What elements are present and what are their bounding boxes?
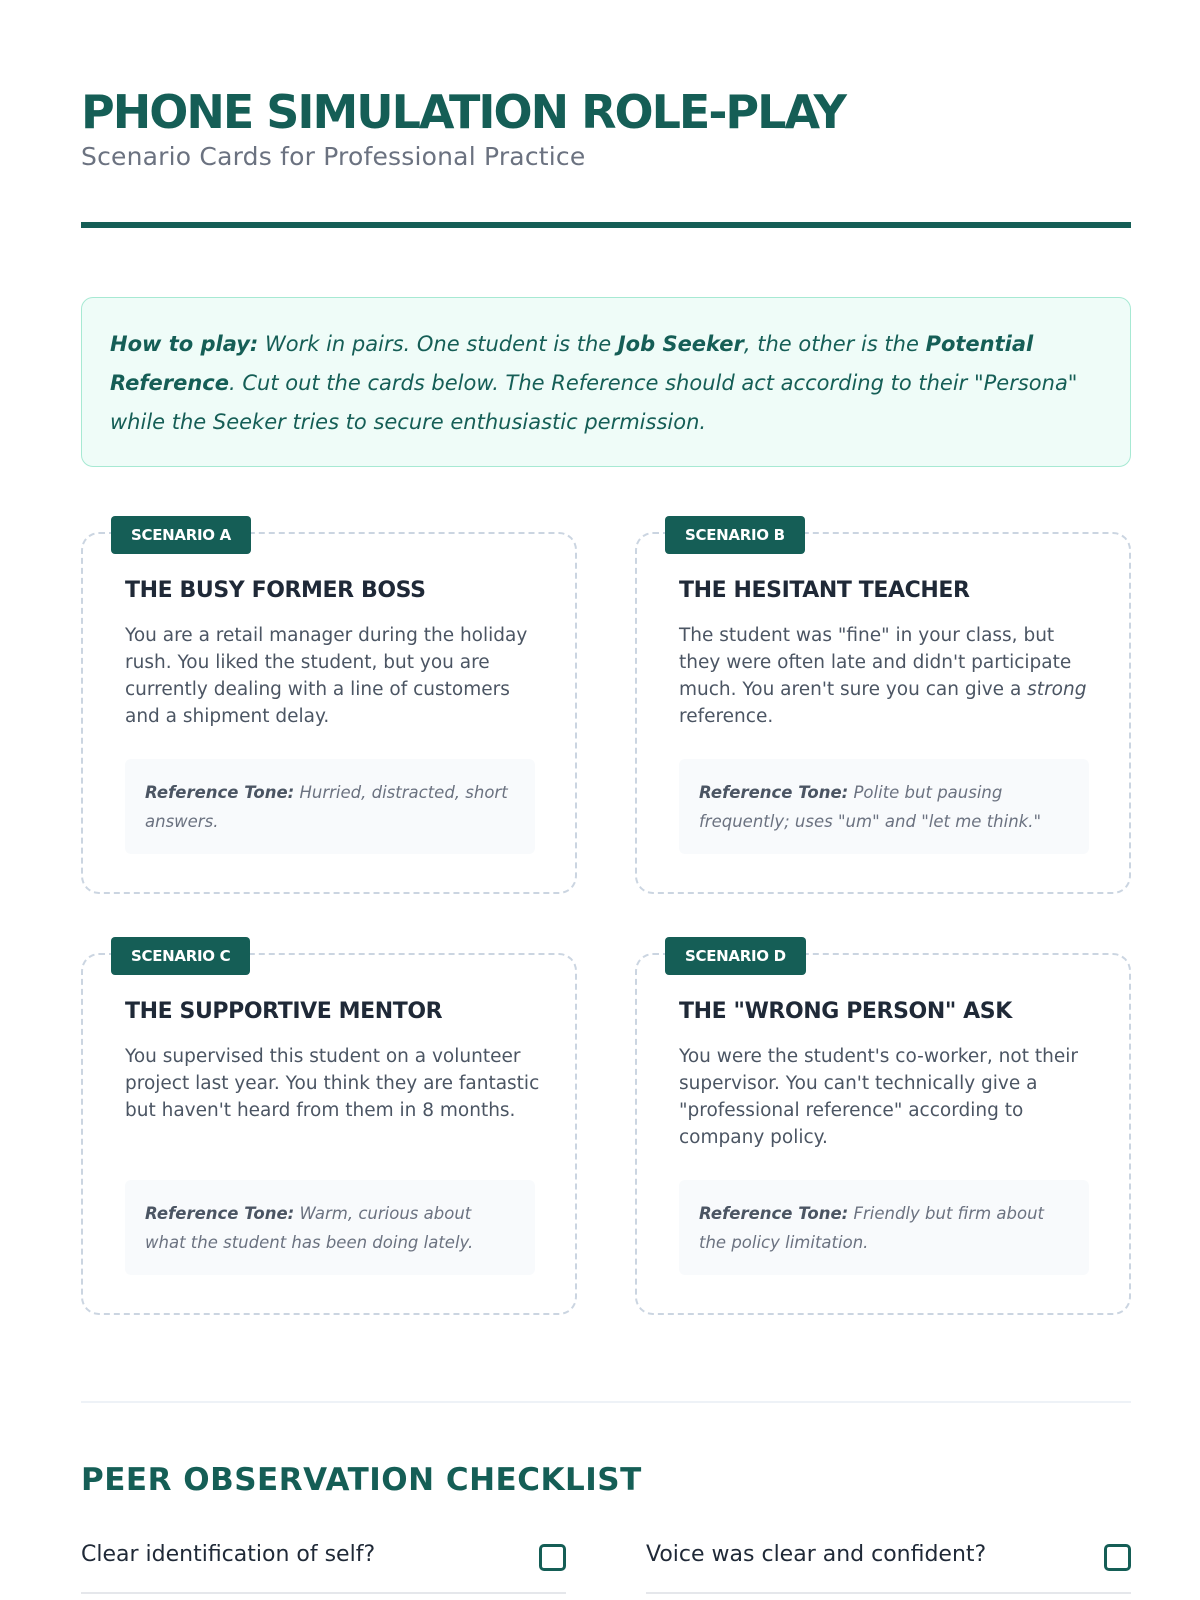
scenario-tag: SCENARIO C xyxy=(111,937,250,975)
scenario-card-c xyxy=(81,947,577,1315)
reference-tone: Reference Tone: Warm, curious about what the student has been doing lately. xyxy=(145,1204,474,1252)
scenario-tag: SCENARIO D xyxy=(665,937,806,975)
reference-tone: Reference Tone: Friendly but firm about the policy limitation. xyxy=(699,1204,1045,1252)
checklist-item xyxy=(81,1528,566,1594)
scenario-card-d xyxy=(635,947,1131,1315)
scenario-description: The student was "fine" in your class, but they were often late and didn't participate much. You aren't sure you can give a strong reference. xyxy=(679,625,1087,727)
scenario-description: You are a retail manager during the holiday rush. You liked the student, but you are currently dealing with a line of customers and a shipment delay. xyxy=(125,625,528,727)
scenario-description: You were the student's co-worker, not their supervisor. You can't technically give a "professional reference" according to company policy. xyxy=(679,1046,1078,1148)
page-subtitle: Scenario Cards for Professional Practice xyxy=(81,142,586,171)
checklist-title: PEER OBSERVATION CHECKLIST xyxy=(81,1462,642,1498)
instructions-lead: How to play: xyxy=(110,332,259,356)
scenario-card-a xyxy=(81,526,577,894)
role-potential-reference: Potential Reference xyxy=(110,332,1034,395)
page-title: PHONE SIMULATION ROLE-PLAY xyxy=(81,85,845,139)
scenario-tag: SCENARIO A xyxy=(111,516,251,554)
reference-tone-box xyxy=(125,1180,535,1275)
reference-tone-box xyxy=(679,759,1089,854)
header-divider xyxy=(81,222,1131,228)
checklist-item-label: Clear identification of self? xyxy=(81,1542,376,1567)
instructions-text: How to play: Work in pairs. One student is the Job Seeker, the other is the Potential Reference. Cut out the cards below. The Reference should act according to their "Persona" while the Seeker tries to secure enthusiastic permission. xyxy=(110,332,1078,434)
reference-tone: Reference Tone: Polite but pausing frequently; uses "um" and "let me think." xyxy=(699,783,1042,831)
checklist-item xyxy=(646,1528,1131,1594)
reference-tone-box xyxy=(679,1180,1089,1275)
scenario-title: THE HESITANT TEACHER xyxy=(679,578,970,603)
instructions-box xyxy=(81,297,1131,467)
role-job-seeker: Job Seeker xyxy=(617,332,744,356)
scenario-tag: SCENARIO B xyxy=(665,516,805,554)
scenario-card-b xyxy=(635,526,1131,894)
checkbox[interactable] xyxy=(539,1544,566,1571)
scenario-title: THE SUPPORTIVE MENTOR xyxy=(125,999,443,1024)
scenario-title: THE "WRONG PERSON" ASK xyxy=(679,999,1012,1024)
reference-tone-box xyxy=(125,759,535,854)
checklist-item-label: Voice was clear and confident? xyxy=(646,1542,987,1567)
checkbox[interactable] xyxy=(1104,1544,1131,1571)
reference-tone: Reference Tone: Hurried, distracted, short answers. xyxy=(145,783,508,831)
scenario-description: You supervised this student on a volunteer project last year. You think they are fantastic but haven't heard from them in 8 months. xyxy=(125,1046,540,1121)
page-header xyxy=(81,84,1131,171)
section-divider xyxy=(81,1401,1131,1403)
scenario-title: THE BUSY FORMER BOSS xyxy=(125,578,426,603)
